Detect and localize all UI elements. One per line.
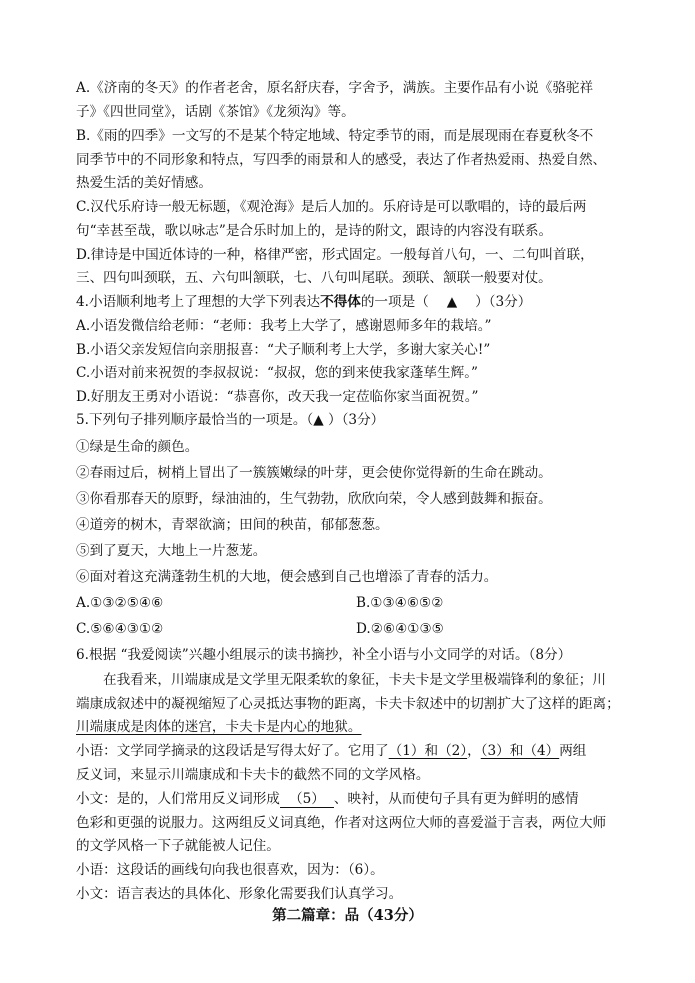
question-4-option-a: A.小语发微信给老师：“老师：我考上大学了，感谢恩师多年的栽培。” xyxy=(76,318,492,334)
excerpt-underlined-sentence: 川端康成是肉体的迷宫，卡夫卡是内心的地狱。 xyxy=(76,719,362,735)
question-4-option-d: D.好朋友王勇对小语说：“恭喜你，改天我一定莅临你家当面祝贺。” xyxy=(76,389,479,405)
dialogue-xiaowen-1 xyxy=(76,789,579,809)
blank-5: （5） xyxy=(280,791,334,808)
question-4-score: 的一项是（ ▲ ）（3分） xyxy=(360,294,532,310)
sentence-2: ②春雨过后，树梢上冒出了一簇簇嫩绿的叶芽，更会使你觉得新的生命在跳动。 xyxy=(76,465,552,481)
dialogue-text: 小文：是的，人们常用反义词形成 xyxy=(76,791,280,807)
question-5-option-a: A.①③②⑤④⑥ xyxy=(76,595,164,611)
option-b-line-1: B.《雨的四季》一文写的不是某个特定地域、特定季节的雨，而是展现雨在春夏秋冬不 xyxy=(76,128,594,144)
blank-1-2: （1）和（2） xyxy=(388,743,468,759)
dialogue-xiaowen-2: 小文：语言表达的具体化、形象化需要我们认真学习。 xyxy=(76,886,403,902)
dialogue-text: 、映衬，从而使句子具有更为鲜明的感情 xyxy=(333,791,579,807)
question-5-stem: 5.下列句子排列顺序最恰当的一项是。（▲ ）（3分） xyxy=(76,412,385,428)
question-4-text: 4.小语顺利地考上了理想的大学下列表达 xyxy=(76,294,321,310)
excerpt-line-1: 在我看来，川端康成是文学里无限柔软的象征，卡夫卡是文学里极端锋利的象征；川 xyxy=(103,672,606,688)
sentence-4: ④道旁的树木，青翠欲滴；田间的秧苗，郁郁葱葱。 xyxy=(76,517,389,533)
option-c-line-1: C.汉代乐府诗一般无标题，《观沧海》是后人加的。乐府诗是可以歌唱的，诗的最后两 xyxy=(76,199,587,215)
sentence-6: ⑥面对着这充满蓬勃生机的大地，便会感到自己也增添了青春的活力。 xyxy=(76,569,498,585)
option-a-line-2: 子》《四世同堂》，话剧《茶馆》《龙须沟》等。 xyxy=(76,104,355,120)
question-4-option-b: B.小语父亲发短信向亲朋报喜：“犬子顺利考上大学，多谢大家关心!” xyxy=(76,342,491,358)
dialogue-text: 两组 xyxy=(559,743,587,759)
option-b-line-2: 同季节中的不同形象和特点，写四季的雨景和人的感受，表达了作者热爱雨、热爱自然、 xyxy=(76,152,607,168)
dialogue-xiaoyu-1-cont: 反义词，来显示川端康成和卡夫卡的截然不同的文学风格。 xyxy=(76,767,430,783)
sentence-1: ①绿是生命的颜色。 xyxy=(76,439,199,455)
dialogue-xiaoyu-1 xyxy=(76,741,586,761)
sentence-3: ③你看那春天的原野，绿油油的，生气勃勃，欣欣向荣，令人感到鼓舞和振奋。 xyxy=(76,491,552,507)
dialogue-xiaoyu-2: 小语：这段话的画线句向我也很喜欢，因为：（6）。 xyxy=(76,862,384,878)
option-d-line-2: 三、四句叫颈联，五、六句叫颔联，七、八句叫尾联。颈联、颔联一般要对仗。 xyxy=(76,270,552,286)
excerpt-line-2: 端康成叙述中的凝视缩短了心灵抵达事物的距离，卡夫卡叙述中的切割扩大了这样的距离； xyxy=(76,696,620,712)
question-5-option-b: B.①③④⑥⑤② xyxy=(356,595,444,611)
option-d-line-1: D.律诗是中国近体诗的一种，格律严密，形式固定。一般每首八句，一、二句叫首联， xyxy=(76,247,594,263)
blank-3-4: （3）和（4） xyxy=(480,743,560,759)
dialogue-xiaowen-1-cont-2: 的文学风格一下子就能被人记住。 xyxy=(76,838,280,854)
question-4-emphasis: 不得体 xyxy=(320,294,361,310)
option-b-line-3: 热爱生活的美好情感。 xyxy=(76,175,212,191)
question-4-option-c: C.小语对前来祝贺的李叔叔说：“叔叔，您的到来使我家蓬荜生辉。” xyxy=(76,365,478,381)
option-a-line-1: A.《济南的冬天》的作者老舍，原名舒庆春，字舍予，满族。主要作品有小说《骆驼祥 xyxy=(76,80,594,96)
question-6-stem: 6.根据 “我爱阅读”兴趣小组展示的读书摘抄，补全小语与小文同学的对话。（8分） xyxy=(76,647,572,663)
dialogue-text: 小语：文学同学摘录的这段话是写得太好了。它用了 xyxy=(76,743,389,759)
question-5-option-c: C.⑤⑥④③①② xyxy=(76,621,164,637)
question-5-option-d: D.②⑥④①③⑤ xyxy=(356,621,444,637)
dialogue-text: ， xyxy=(467,743,481,759)
dialogue-xiaowen-1-cont-1: 色彩和更强的说服力。这两组反义词真绝，作者对这两位大师的喜爱溢于言表，两位大师 xyxy=(76,815,607,831)
sentence-5: ⑤到了夏天，大地上一片葱茏。 xyxy=(76,543,267,559)
question-4-stem xyxy=(76,292,531,312)
option-c-line-2: 句“幸甚至哉，歌以咏志”是合乐时加上的，是诗的附文，跟诗的内容没有联系。 xyxy=(76,223,553,239)
chapter-heading: 第二篇章：品（43分） xyxy=(272,907,423,924)
